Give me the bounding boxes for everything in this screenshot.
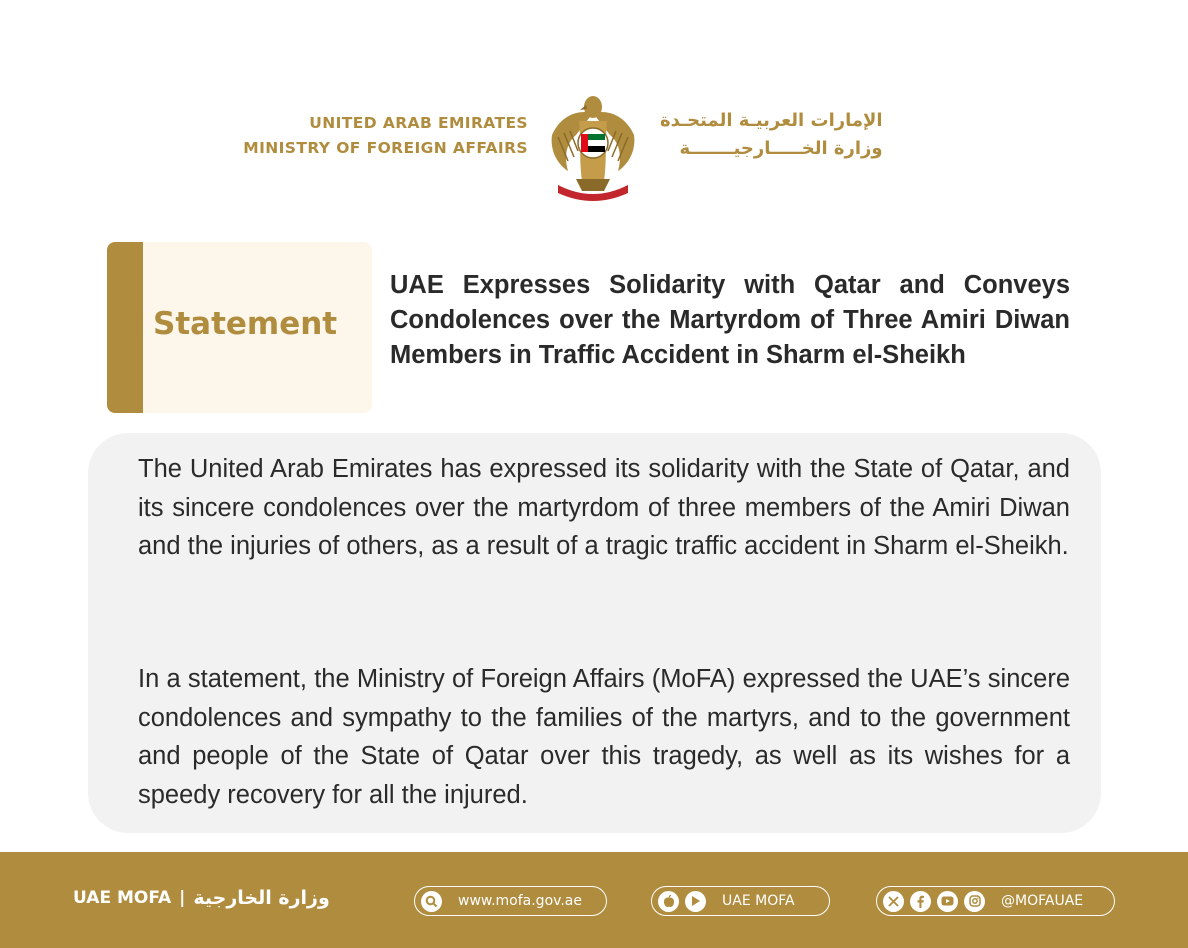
- facebook-icon[interactable]: [910, 891, 931, 912]
- app-store-links[interactable]: [651, 886, 830, 916]
- footer-brand-en: UAE MOFA: [73, 888, 172, 908]
- search-icon: [421, 891, 442, 912]
- body-paragraph-2: In a statement, the Ministry of Foreign Affairs (MoFA) expressed the UAE’s sincere condolences and sympathy to the families of the martyrs, and to the government and people of the State of Qatar over this tragedy, as well as its wishes for a speedy recovery for all the injured.: [138, 665, 1070, 809]
- statement-accent-bar: [107, 242, 143, 413]
- instagram-icon[interactable]: [964, 891, 985, 912]
- country-name-en: UNITED ARAB EMIRATES: [309, 114, 528, 132]
- app-name: UAE MOFA: [722, 893, 795, 909]
- statement-headline: UAE Expresses Solidarity with Qatar and Conveys Condolences over the Martyrdom of Three Amiri Diwan Members in Traffic Accident in Sharm el-Sheikh: [390, 271, 1070, 369]
- x-icon[interactable]: [883, 891, 904, 912]
- ministry-name-ar: وزارة الخـــــارجيـــــــة: [679, 138, 883, 159]
- footer-brand: [73, 887, 330, 909]
- body-paragraph-1: The United Arab Emirates has expressed its solidarity with the State of Qatar, and its sincere condolences over the martyrdom of three members of the Amiri Diwan and the injuries of others, as a result of a tragic traffic accident in Sharm el-Sheikh.: [138, 455, 1070, 560]
- uae-emblem-icon: [546, 91, 640, 203]
- social-handle: @MOFAUAE: [1001, 893, 1084, 909]
- footer-brand-ar: وزارة الخارجية: [193, 887, 330, 909]
- ministry-header: [0, 85, 1188, 210]
- ministry-name-english: [243, 111, 528, 161]
- website-link[interactable]: [414, 886, 607, 916]
- apple-icon[interactable]: [658, 891, 679, 912]
- statement-label: Statement: [153, 306, 338, 342]
- ministry-name-arabic: [660, 107, 883, 163]
- footer-separator: |: [179, 888, 186, 908]
- website-url: www.mofa.gov.ae: [458, 893, 582, 909]
- ministry-name-en: MINISTRY OF FOREIGN AFFAIRS: [243, 139, 528, 157]
- statement-body-card: [88, 433, 1101, 833]
- social-links[interactable]: [876, 886, 1115, 916]
- statement-badge: [107, 242, 372, 413]
- play-store-icon[interactable]: [685, 891, 706, 912]
- footer-bar: [0, 852, 1188, 948]
- youtube-icon[interactable]: [937, 891, 958, 912]
- country-name-ar: الإمارات العربيـة المتحـدة: [660, 110, 883, 131]
